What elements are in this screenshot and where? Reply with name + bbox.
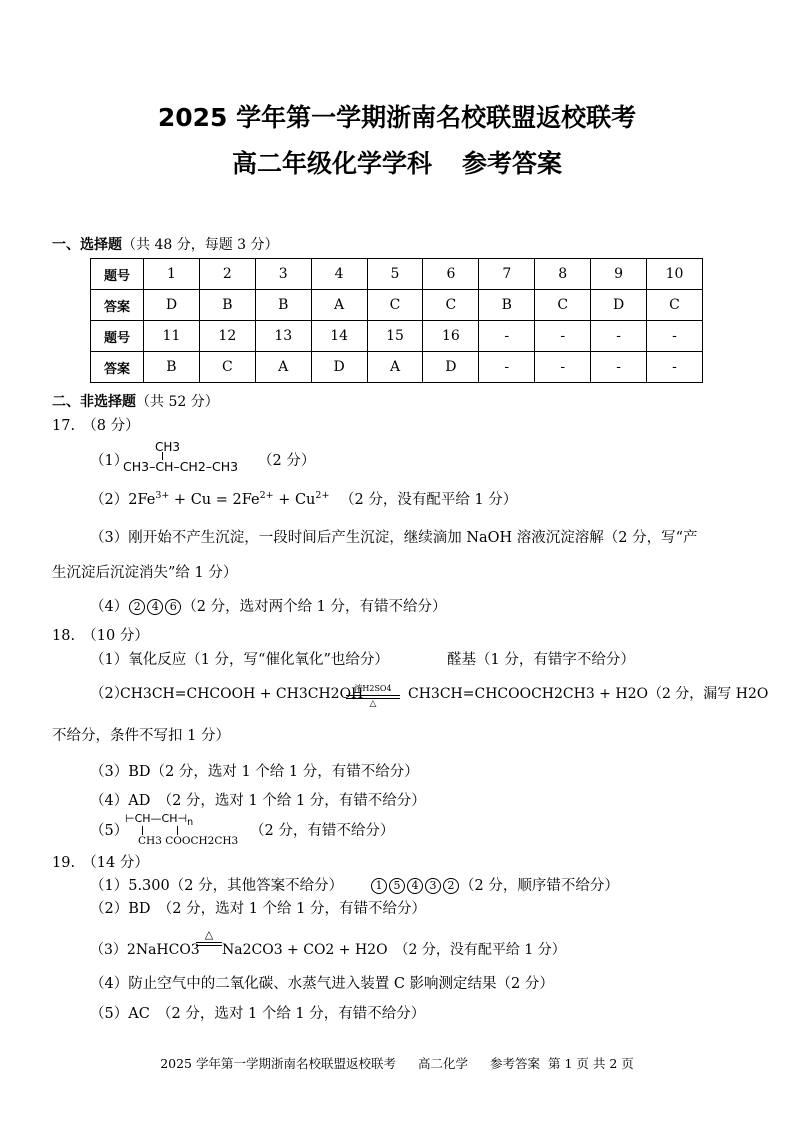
section-nonchoice-heading: 二、非选择题（共 52 分）	[52, 394, 219, 410]
table-cell: D	[591, 290, 647, 321]
table-cell: 11	[144, 321, 200, 352]
table-row-header: 题号	[91, 259, 144, 290]
q18-p5-bond-left	[142, 826, 144, 835]
table-cell: B	[144, 352, 200, 383]
q17-structure-main: CH3–CH–CH2–CH3	[123, 459, 239, 474]
table-cell: B	[479, 290, 535, 321]
subtitle-subject: 高二年级化学学科	[231, 149, 432, 178]
answer-table	[90, 258, 703, 383]
q19-p2: （2）BD （2 分，选对 1 个给 1 分，有错不给分）	[90, 901, 426, 917]
q19-p4: （4）防止空气中的二氧化碳、水蒸气进入装置 C 影响测定结果（2 分）	[90, 976, 554, 992]
table-cell: C	[535, 290, 591, 321]
table-cell: 9	[591, 259, 647, 290]
table-cell: B	[255, 290, 311, 321]
q19-p1a: （1）5.300（2 分，其他答案不给分）	[90, 878, 344, 894]
q18-p5-polymer-chain: $⊢CH—CH⊣_n$	[125, 812, 194, 829]
table-row-header: 答案	[91, 352, 144, 383]
q18-p3: （3）BD（2 分，选对 1 个给 1 分，有错不给分）	[90, 764, 419, 780]
table-row	[91, 290, 703, 321]
table-cell: 2	[199, 259, 255, 290]
q18-p2-label: （2）	[90, 686, 129, 702]
table-cell: -	[479, 321, 535, 352]
sequence-step: 2	[443, 878, 459, 894]
q17-p1-score: （2 分）	[258, 453, 316, 469]
q17-structure-branch: CH3	[155, 440, 181, 454]
table-cell: A	[367, 352, 423, 383]
q17-p4: （4） 2 4 6 （2 分，选对两个给 1 分，有错不给分）	[90, 599, 447, 615]
sequence-step: 1	[371, 878, 387, 894]
q19-p3-left: （3）2NaHCO3	[90, 942, 200, 958]
table-cell: 10	[647, 259, 703, 290]
q18-p2-line2: 不给分，条件不写扣 1 分）	[52, 728, 230, 744]
doc-subtitle	[0, 144, 794, 180]
sequence-step: 5	[389, 878, 405, 894]
table-cell: C	[199, 352, 255, 383]
q18-p5-polymer-groups: CH3 COOCH2CH3	[138, 835, 239, 847]
q17-heading: 17. （8 分）	[52, 418, 140, 434]
q19-p3-condition: △	[196, 928, 222, 946]
sequence-step: 4	[407, 878, 423, 894]
subtitle-answer-key: 参考答案	[462, 149, 563, 178]
table-cell: 6	[423, 259, 479, 290]
q18-p2-right: CH3CH=CHCOOCH2CH3 + H2O（2 分，漏写 H2O	[408, 686, 769, 702]
q19-p3-right: Na2CO3 + CO2 + H2O （2 分，没有配平给 1 分）	[222, 942, 566, 958]
table-row	[91, 321, 703, 352]
table-cell: -	[591, 352, 647, 383]
sequence-step: 3	[425, 878, 441, 894]
table-cell: 8	[535, 259, 591, 290]
q19-heading: 19. （14 分）	[52, 855, 149, 871]
q19-p1-sequence: 1 5 4 3 2 （2 分，顺序错不给分）	[370, 876, 619, 896]
table-cell: D	[311, 352, 367, 383]
table-row-header: 答案	[91, 290, 144, 321]
table-cell: D	[423, 352, 479, 383]
table-cell: B	[199, 290, 255, 321]
table-cell: A	[255, 352, 311, 383]
q17-p3-line1: （3）刚开始不产生沉淀，一段时间后产生沉淀，继续滴加 NaOH 溶液沉淀溶解（2 分，写“产	[90, 530, 698, 546]
table-cell: C	[647, 290, 703, 321]
table-cell: D	[144, 290, 200, 321]
table-cell: 16	[423, 321, 479, 352]
table-cell: -	[647, 352, 703, 383]
table-cell: 14	[311, 321, 367, 352]
section-choice-heading: 一、选择题（共 48 分，每题 3 分）	[52, 237, 279, 253]
q17-p1-label: （1）	[90, 453, 129, 469]
table-row	[91, 352, 703, 383]
q18-p5-score: （2 分，有错不给分）	[250, 823, 395, 839]
table-row	[91, 259, 703, 290]
table-cell: 1	[144, 259, 200, 290]
page-footer: 2025 学年第一学期浙南名校联盟返校联考 高二化学 参考答案 第 1 页 共 2 页	[160, 1056, 634, 1071]
q18-p2-condition: 浓H2SO4 △	[346, 683, 400, 709]
doc-title: 2025 学年第一学期浙南名校联盟返校联考	[157, 103, 637, 132]
table-cell: 3	[255, 259, 311, 290]
table-cell: 4	[311, 259, 367, 290]
table-cell: 13	[255, 321, 311, 352]
q17-p2: $(2)2Fe^{3+} + Cu = 2Fe^{2+} + Cu^{2+}$ （2 分，没有配平给 1 分）	[90, 490, 518, 508]
q18-p1a: （1）氧化反应（1 分，写“催化氧化”也给分）	[90, 652, 389, 668]
table-cell: 5	[367, 259, 423, 290]
q18-p5-label: （5）	[90, 823, 129, 839]
table-cell: -	[479, 352, 535, 383]
q18-p4: （4）AD （2 分，选对 1 个给 1 分，有错不给分）	[90, 793, 426, 809]
table-cell: A	[311, 290, 367, 321]
q18-heading: 18. （10 分）	[52, 628, 149, 644]
table-row-header: 题号	[91, 321, 144, 352]
table-cell: -	[647, 321, 703, 352]
table-cell: -	[535, 321, 591, 352]
table-cell: 7	[479, 259, 535, 290]
q18-p1b: 醛基（1 分，有错字不给分）	[447, 652, 635, 668]
table-cell: C	[367, 290, 423, 321]
q17-p3-line2: 生沉淀后沉淀消失”给 1 分）	[52, 565, 238, 581]
q18-p5-bond-right	[177, 826, 179, 835]
table-cell: 15	[367, 321, 423, 352]
table-cell: 12	[199, 321, 255, 352]
q19-p5: （5）AC （2 分，选对 1 个给 1 分，有错不给分）	[90, 1006, 426, 1022]
table-cell: -	[535, 352, 591, 383]
table-cell: C	[423, 290, 479, 321]
q18-p2-left: CH3CH=CHCOOH + CH3CH2OH	[120, 686, 364, 702]
table-cell: -	[591, 321, 647, 352]
